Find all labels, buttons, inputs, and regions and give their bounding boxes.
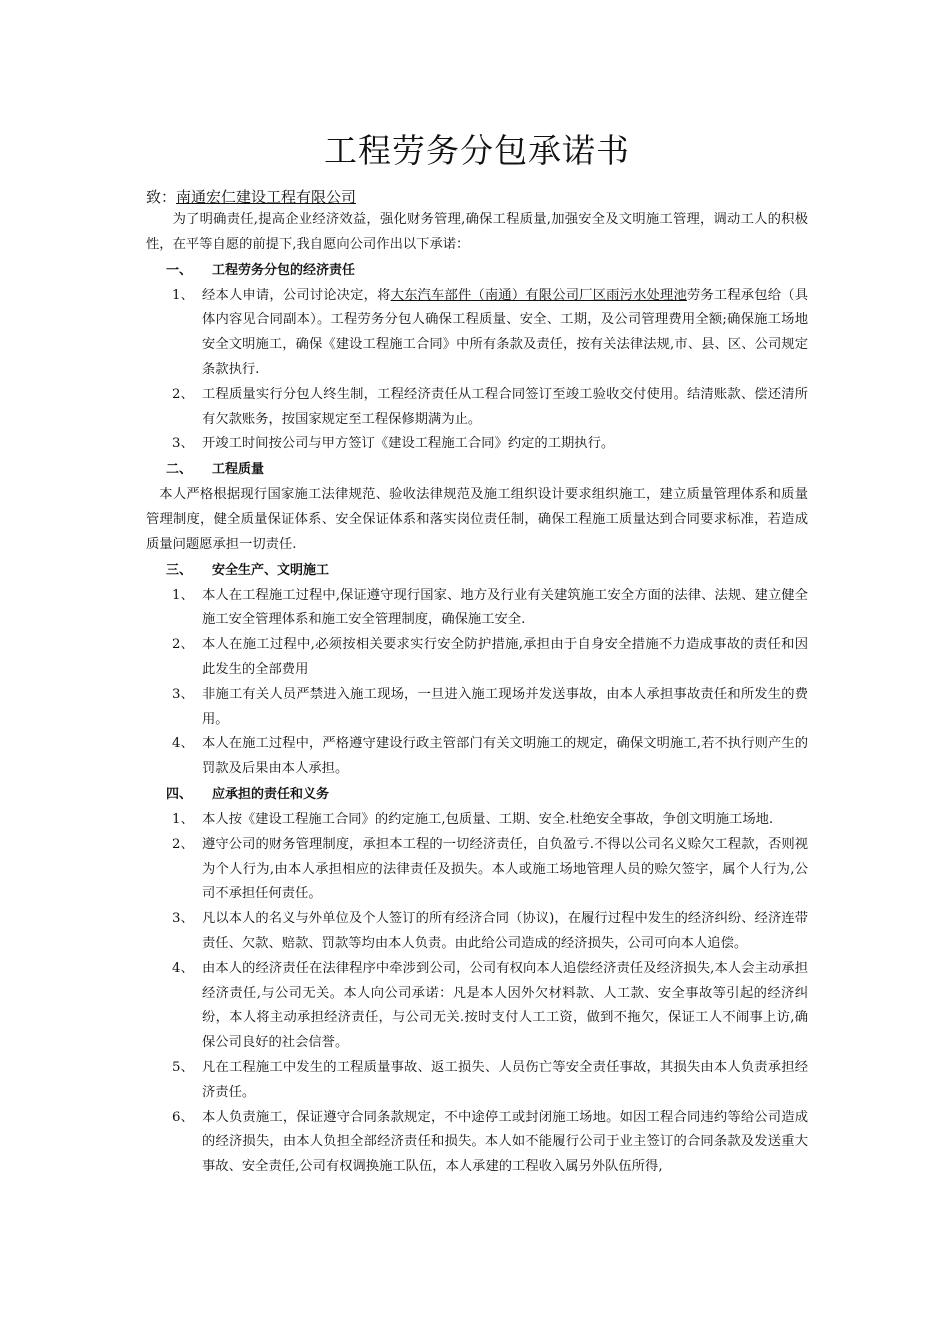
item-text: 凡以本人的名义与外单位及个人签订的所有经济合同（协议)，在履行过程中发生的经济纠纷、经济连带责任、欠款、赔款、罚款等均由本人负责。由此给公司造成的经济损失，公司可向本人追偿。	[202, 911, 808, 951]
page-title: 工程劳务分包承诺书	[324, 131, 630, 170]
section-number: 一、	[166, 262, 193, 278]
item-number: 4、	[172, 736, 194, 752]
item-number: 2、	[172, 637, 194, 653]
section-title: 应承担的责任和义务	[212, 786, 330, 802]
item-number: 1、	[172, 587, 194, 603]
list-item	[146, 1106, 808, 1180]
list-item	[146, 683, 808, 733]
section-heading	[146, 782, 808, 808]
list-item	[146, 907, 808, 957]
list-item	[146, 633, 808, 683]
item-number: 3、	[172, 911, 194, 927]
item-number: 3、	[172, 436, 194, 452]
list-item	[146, 808, 808, 833]
item-number: 1、	[172, 811, 194, 827]
section-title: 工程质量	[212, 462, 265, 478]
item-text-post: 劳务工程承包给（具体内容见合同副本）。工程劳务分包人确保工程质量、安全、工期，及公司管理费用全额;确保施工场地安全文明施工，确保《建设工程施工合同》中所有条款及责任，按有关法律法规,市、县、区、公司规定条款执行.	[202, 287, 809, 377]
item-text: 工程质量实行分包人终生制，工程经济责任从工程合同签订至竣工验收交付使用。结清账款、偿还清所有欠款账务，按国家规定至工程保修期满为止。	[202, 386, 808, 427]
list-item	[146, 833, 808, 907]
section-title: 安全生产、文明施工	[212, 562, 330, 578]
item-number: 2、	[172, 836, 194, 852]
section-heading	[146, 258, 808, 284]
item-text: 非施工有关人员严禁进入施工现场，一旦进入施工现场并发送事故，由本人承担事故责任和所发生的费用。	[202, 686, 808, 727]
item-text: 由本人的经济责任在法律程序中牵涉到公司，公司有权向本人追偿经济责任及经济损失,本人会主动承担经济责任,与公司无关。本人向公司承诺：凡是本人因外欠材料款、人工款、安全事故等引起的经济纠纷，本人将主动承担经济责任，与公司无关.按时支付人工工资，做到不拖欠，保证工人不闹事上访,确保公司良好的社会信誉。	[202, 960, 808, 1051]
list-item	[146, 284, 808, 383]
addressee-prefix: 致：	[146, 188, 177, 206]
item-number: 3、	[172, 686, 194, 702]
item-text: 开竣工时间按公司与甲方签订《建设工程施工合同》约定的工期执行。	[202, 436, 615, 452]
section-number: 四、	[166, 786, 193, 802]
item-text: 本人在施工过程中，严格遵守建设行政主管部门有关文明施工的规定，确保文明施工,若不执行则产生的罚款及后果由本人承担。	[202, 736, 808, 777]
item-number: 4、	[172, 960, 194, 976]
addressee	[146, 186, 808, 208]
section-title: 工程劳务分包的经济责任	[212, 262, 356, 278]
section-number: 三、	[166, 562, 193, 578]
section-number: 二、	[166, 462, 193, 478]
list-item	[146, 584, 808, 634]
section-heading	[146, 457, 808, 483]
item-number: 1、	[172, 287, 194, 303]
intro-paragraph: 为了明确责任,提高企业经济效益，强化财务管理,确保工程质量,加强安全及文明施工管理，调动工人的积极性，在平等自愿的前提下,我自愿向公司作出以下承诺：	[146, 212, 808, 252]
item-text: 遵守公司的财务管理制度，承担本工程的一切经济责任，自负盈亏.不得以公司名义赊欠工程款，否则视为个人行为,由本人承担相应的法律责任及损失。本人或施工场地管理人员的赊欠签字，属个人行为,公司不承担任何责任。	[202, 836, 808, 902]
item-text: 凡在工程施工中发生的工程质量事故、返工损失、人员伤亡等安全责任事故，其损失由本人负责承担经济责任。	[202, 1059, 808, 1100]
item-text: 本人在工程施工过程中,保证遵守现行国家、地方及行业有关建筑施工安全方面的法律、法规、建立健全施工安全管理体系和施工安全管理制度，确保施工安全.	[202, 587, 808, 628]
addressee-company: 南通宏仁建设工程有限公司	[176, 188, 357, 206]
section-heading	[146, 558, 808, 584]
section-paragraph: 本人严格根据现行国家施工法律规范、验收法律规范及施工组织设计要求组织施工，建立质量管理体系和质量管理制度，健全质量保证体系、安全保证体系和落实岗位责任制，确保工程施工质量达到合同要求标准，若造成质量问题愿承担一切责任.	[146, 487, 808, 552]
item-text: 本人按《建设工程施工合同》的约定施工,包质量、工期、安全.杜绝安全事故，争创文明施工场地.	[202, 811, 774, 827]
document-body	[146, 126, 808, 1180]
list-item	[146, 1056, 808, 1106]
list-item	[146, 383, 808, 433]
item-text	[202, 284, 808, 383]
list-item	[146, 732, 808, 782]
item-text: 本人在施工过程中,必须按相关要求实行安全防护措施,承担由于自身安全措施不力造成事故的责任和因此发生的全部费用	[202, 637, 808, 677]
list-item	[146, 957, 808, 1056]
item-text: 本人负责施工，保证遵守合同条款规定，不中途停工或封闭施工场地。如因工程合同违约等给公司造成的经济损失，由本人负担全部经济责任和损失。本人如不能履行公司于业主签订的合同条款及发送重大事故、安全责任,公司有权调换施工队伍，本人承建的工程收入属另外队伍所得,	[202, 1109, 808, 1175]
project-name: 大东汽车部件（南通）有限公司厂区雨污水处理池	[390, 287, 687, 303]
item-number: 2、	[172, 386, 194, 402]
item-text-pre: 经本人申请，公司讨论决定，将	[202, 287, 391, 303]
item-number: 5、	[172, 1059, 194, 1075]
list-item	[146, 432, 808, 457]
item-number: 6、	[172, 1109, 194, 1125]
